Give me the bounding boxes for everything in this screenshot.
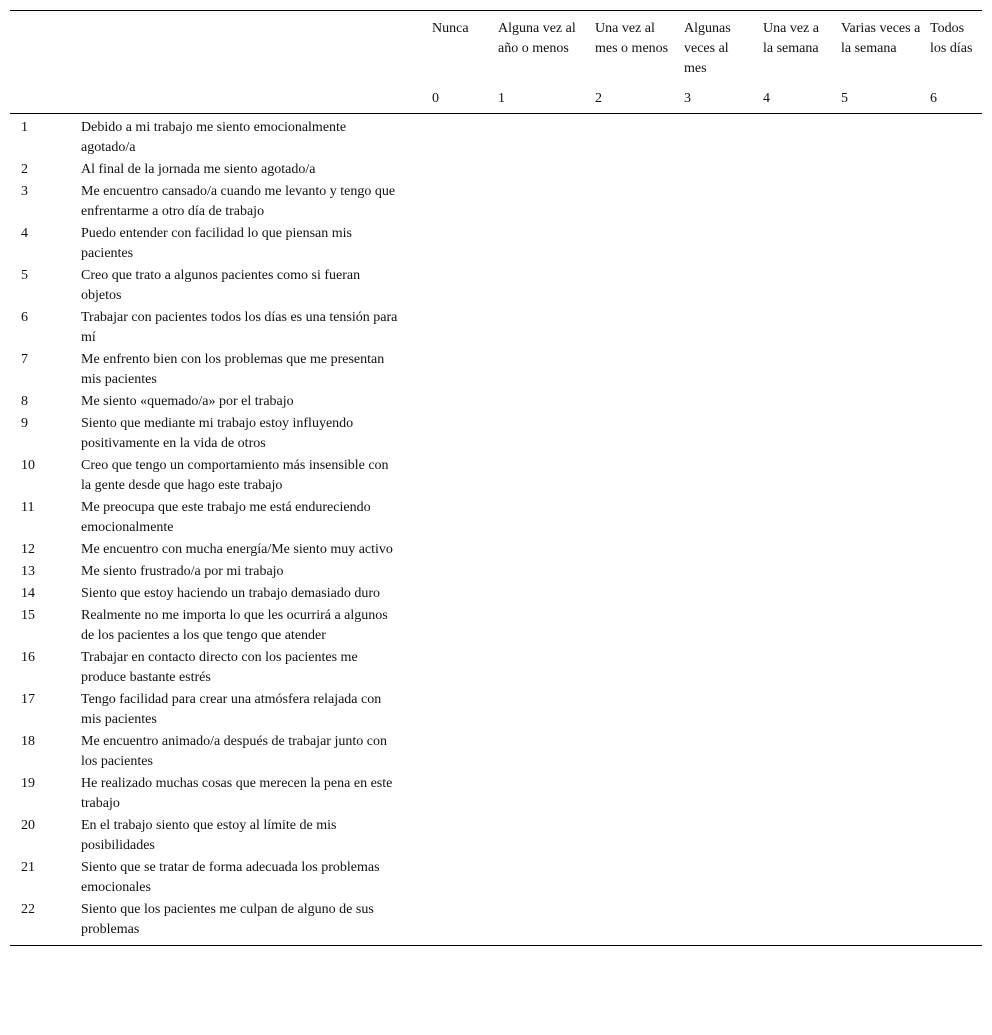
scale-label: Nunca (432, 21, 469, 36)
item-text: Al final de la jornada me siento agotado/a (81, 162, 316, 177)
scale-score-0: 0 (432, 91, 439, 106)
item-text: Siento que estoy haciendo un trabajo demasiado duro (81, 586, 380, 601)
item-number: 9 (21, 416, 28, 431)
item-number: 3 (21, 184, 28, 199)
scale-label: Alguna vez al año o menos (498, 21, 576, 56)
scale-score-4: 4 (763, 91, 770, 106)
table-row (10, 182, 982, 224)
scale-score-5: 5 (841, 91, 848, 106)
item-number: 15 (21, 608, 35, 623)
table-row (10, 392, 982, 414)
item-number: 8 (21, 394, 28, 409)
scale-score-3: 3 (684, 91, 691, 106)
item-text: Realmente no me importa lo que les ocurrirá a algunos de los pacientes a los que tengo que atender (81, 608, 388, 643)
scale-header-2 (595, 19, 669, 59)
item-text: Me siento «quemado/a» por el trabajo (81, 394, 294, 409)
table-header (10, 11, 982, 113)
scale-header-6 (930, 19, 978, 59)
item-text: Me siento frustrado/a por mi trabajo (81, 564, 284, 579)
item-list (10, 114, 982, 945)
scale-header-5 (841, 19, 921, 59)
item-text: Me preocupa que este trabajo me está endureciendo emocionalmente (81, 500, 371, 535)
burnout-questionnaire-table (10, 10, 982, 946)
scale-header-0 (432, 19, 492, 39)
scale-label: Todos los días (930, 21, 973, 56)
item-text: Tengo facilidad para crear una atmósfera relajada con mis pacientes (81, 692, 382, 727)
item-text: Me encuentro con mucha energía/Me siento muy activo (81, 542, 393, 557)
item-number: 18 (21, 734, 35, 749)
item-text: Puedo entender con facilidad lo que piensan mis pacientes (81, 226, 352, 261)
item-number: 1 (21, 120, 28, 135)
table-row (10, 414, 982, 456)
item-number: 17 (21, 692, 35, 707)
item-text: Me encuentro animado/a después de trabajar junto con los pacientes (81, 734, 387, 769)
scale-score-1: 1 (498, 91, 505, 106)
scale-label: Varias veces a la semana (841, 21, 921, 56)
item-number: 16 (21, 650, 35, 665)
scale-label: Algunas veces al mes (684, 21, 731, 76)
scale-score-6: 6 (930, 91, 937, 106)
item-text: Creo que trato a algunos pacientes como si fueran objetos (81, 268, 361, 303)
item-text: Me enfrento bien con los problemas que me presentan mis pacientes (81, 352, 385, 387)
table-row (10, 562, 982, 584)
scale-label: Una vez a la semana (763, 21, 819, 56)
item-text: Debido a mi trabajo me siento emocionalmente agotado/a (81, 120, 347, 155)
item-text: Siento que los pacientes me culpan de alguno de sus problemas (81, 902, 374, 937)
item-text: He realizado muchas cosas que merecen la pena en este trabajo (81, 776, 393, 811)
scale-label: Una vez al mes o menos (595, 21, 669, 56)
item-number: 7 (21, 352, 28, 367)
item-number: 5 (21, 268, 28, 283)
scale-header-4 (763, 19, 825, 59)
table-row (10, 266, 982, 308)
item-number: 21 (21, 860, 35, 875)
item-number: 4 (21, 226, 28, 241)
table-row (10, 584, 982, 606)
item-number: 10 (21, 458, 35, 473)
item-text: Creo que tengo un comportamiento más insensible con la gente desde que hago este trabajo (81, 458, 389, 493)
item-text: Siento que se tratar de forma adecuada los problemas emocionales (81, 860, 380, 895)
table-row (10, 498, 982, 540)
table-row (10, 900, 982, 942)
table-row (10, 690, 982, 732)
table-row (10, 456, 982, 498)
item-number: 11 (21, 500, 35, 515)
item-text: Trabajar en contacto directo con los pacientes me produce bastante estrés (81, 650, 358, 685)
scale-score-2: 2 (595, 91, 602, 106)
table-bottom-rule (10, 945, 982, 946)
item-text: Siento que mediante mi trabajo estoy influyendo positivamente en la vida de otros (81, 416, 354, 451)
table-row (10, 816, 982, 858)
table-row (10, 540, 982, 562)
item-text: En el trabajo siento que estoy al límite de mis posibilidades (81, 818, 337, 853)
item-number: 20 (21, 818, 35, 833)
item-number: 2 (21, 162, 28, 177)
scale-header-1 (498, 19, 580, 59)
item-text: Trabajar con pacientes todos los días es una tensión para mí (81, 310, 398, 345)
item-number: 13 (21, 564, 35, 579)
table-row (10, 858, 982, 900)
table-row (10, 118, 982, 160)
scale-header-3 (684, 19, 746, 79)
item-number: 19 (21, 776, 35, 791)
table-row (10, 308, 982, 350)
table-row (10, 224, 982, 266)
table-row (10, 160, 982, 182)
table-row (10, 648, 982, 690)
table-row (10, 350, 982, 392)
item-number: 6 (21, 310, 28, 325)
item-number: 22 (21, 902, 35, 917)
item-number: 14 (21, 586, 35, 601)
table-row (10, 606, 982, 648)
item-number: 12 (21, 542, 35, 557)
table-row (10, 774, 982, 816)
item-text: Me encuentro cansado/a cuando me levanto y tengo que enfrentarme a otro día de trabajo (81, 184, 396, 219)
table-row (10, 732, 982, 774)
